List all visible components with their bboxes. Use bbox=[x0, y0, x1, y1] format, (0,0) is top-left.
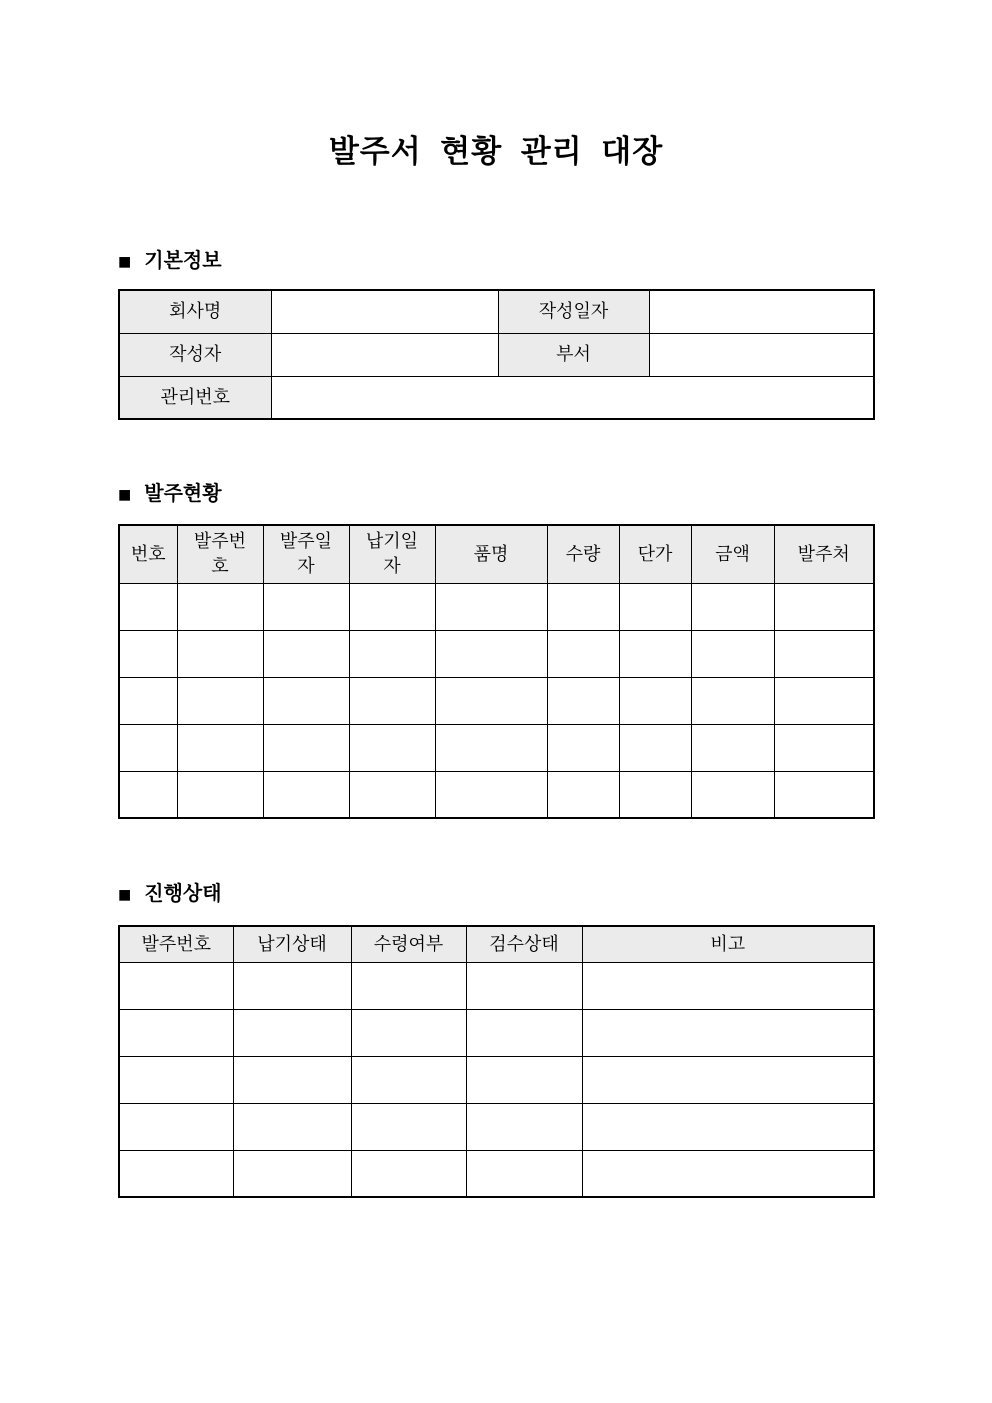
empty-data-cell bbox=[119, 677, 177, 724]
empty-data-cell bbox=[435, 677, 547, 724]
column-header-delivery-status: 납기상태 bbox=[233, 926, 351, 962]
section-heading-progress-status bbox=[118, 883, 222, 905]
empty-data-row bbox=[119, 677, 874, 724]
progress-status-table bbox=[118, 925, 875, 1198]
empty-data-cell bbox=[263, 724, 349, 771]
empty-data-cell bbox=[349, 630, 435, 677]
empty-data-row bbox=[119, 1103, 874, 1150]
document-title: 발주서 현황 관리 대장 bbox=[328, 134, 664, 169]
empty-data-cell bbox=[466, 1056, 582, 1103]
empty-data-cell bbox=[351, 1009, 466, 1056]
empty-data-cell bbox=[691, 630, 774, 677]
empty-data-cell bbox=[351, 1103, 466, 1150]
empty-data-cell bbox=[177, 771, 263, 818]
square-bullet-icon: ■ bbox=[118, 249, 132, 274]
section-heading-order-status bbox=[118, 483, 222, 505]
empty-data-cell bbox=[774, 583, 874, 630]
column-header-item-name: 품명 bbox=[435, 525, 547, 583]
empty-data-row bbox=[119, 1009, 874, 1056]
empty-data-cell bbox=[119, 724, 177, 771]
empty-data-cell bbox=[351, 1056, 466, 1103]
empty-data-cell bbox=[349, 724, 435, 771]
empty-data-cell bbox=[263, 677, 349, 724]
empty-data-cell bbox=[263, 771, 349, 818]
empty-data-cell bbox=[119, 630, 177, 677]
basic-info-table bbox=[118, 289, 875, 420]
section-title-progress-status: 진행상태 bbox=[144, 883, 222, 905]
empty-data-cell bbox=[349, 583, 435, 630]
empty-data-cell bbox=[233, 1150, 351, 1197]
column-header-number: 번호 bbox=[119, 525, 177, 583]
section-heading-basic-info bbox=[118, 250, 222, 272]
empty-data-cell bbox=[619, 630, 691, 677]
empty-data-cell bbox=[619, 583, 691, 630]
square-bullet-icon: ■ bbox=[118, 882, 132, 907]
field-value-write-date bbox=[649, 290, 874, 333]
empty-data-cell bbox=[119, 583, 177, 630]
empty-data-cell bbox=[435, 583, 547, 630]
empty-data-cell bbox=[582, 1056, 874, 1103]
empty-data-cell bbox=[233, 1056, 351, 1103]
column-header-inspection-status: 검수상태 bbox=[466, 926, 582, 962]
empty-data-cell bbox=[349, 677, 435, 724]
empty-data-cell bbox=[774, 677, 874, 724]
field-value-company bbox=[271, 290, 498, 333]
empty-data-cell bbox=[177, 583, 263, 630]
empty-data-cell bbox=[466, 1150, 582, 1197]
empty-data-cell bbox=[435, 771, 547, 818]
empty-data-cell bbox=[233, 1103, 351, 1150]
empty-data-row bbox=[119, 724, 874, 771]
empty-data-row bbox=[119, 1056, 874, 1103]
empty-data-cell bbox=[119, 771, 177, 818]
empty-data-cell bbox=[177, 630, 263, 677]
empty-data-cell bbox=[582, 1009, 874, 1056]
square-bullet-icon: ■ bbox=[118, 482, 132, 507]
empty-data-cell bbox=[119, 1009, 233, 1056]
header-row bbox=[119, 525, 874, 583]
empty-data-cell bbox=[582, 1103, 874, 1150]
order-status-table bbox=[118, 524, 875, 819]
empty-data-cell bbox=[177, 677, 263, 724]
column-header-order-date: 발주일자 bbox=[263, 525, 349, 583]
empty-data-cell bbox=[466, 1009, 582, 1056]
empty-data-cell bbox=[466, 962, 582, 1009]
field-label-writer: 작성자 bbox=[119, 333, 271, 376]
empty-data-cell bbox=[547, 771, 619, 818]
column-header-order-number: 발주번호 bbox=[177, 525, 263, 583]
table-row bbox=[119, 376, 874, 419]
field-value-writer bbox=[271, 333, 498, 376]
empty-data-cell bbox=[119, 1150, 233, 1197]
column-header-receipt-status: 수령여부 bbox=[351, 926, 466, 962]
empty-data-cell bbox=[774, 771, 874, 818]
field-label-write-date: 작성일자 bbox=[498, 290, 649, 333]
empty-data-cell bbox=[351, 962, 466, 1009]
empty-data-cell bbox=[263, 583, 349, 630]
column-header-supplier: 발주처 bbox=[774, 525, 874, 583]
empty-data-cell bbox=[233, 962, 351, 1009]
table-row bbox=[119, 333, 874, 376]
empty-data-cell bbox=[619, 771, 691, 818]
empty-data-cell bbox=[547, 677, 619, 724]
empty-data-cell bbox=[435, 630, 547, 677]
empty-data-cell bbox=[691, 724, 774, 771]
empty-data-cell bbox=[619, 677, 691, 724]
empty-data-cell bbox=[774, 630, 874, 677]
table-row bbox=[119, 290, 874, 333]
header-row bbox=[119, 926, 874, 962]
empty-data-cell bbox=[619, 724, 691, 771]
column-header-quantity: 수량 bbox=[547, 525, 619, 583]
field-label-department: 부서 bbox=[498, 333, 649, 376]
empty-data-row bbox=[119, 771, 874, 818]
field-label-company: 회사명 bbox=[119, 290, 271, 333]
empty-data-cell bbox=[547, 630, 619, 677]
empty-data-cell bbox=[691, 583, 774, 630]
column-header-amount: 금액 bbox=[691, 525, 774, 583]
empty-data-cell bbox=[263, 630, 349, 677]
empty-data-cell bbox=[547, 583, 619, 630]
empty-data-row bbox=[119, 1150, 874, 1197]
column-header-order-number: 발주번호 bbox=[119, 926, 233, 962]
empty-data-cell bbox=[351, 1150, 466, 1197]
empty-data-cell bbox=[177, 724, 263, 771]
empty-data-cell bbox=[547, 724, 619, 771]
empty-data-cell bbox=[582, 1150, 874, 1197]
empty-data-row bbox=[119, 962, 874, 1009]
empty-data-cell bbox=[582, 962, 874, 1009]
column-header-due-date: 납기일자 bbox=[349, 525, 435, 583]
empty-data-cell bbox=[119, 962, 233, 1009]
field-label-mgmt-number: 관리번호 bbox=[119, 376, 271, 419]
empty-data-cell bbox=[435, 724, 547, 771]
section-title-order-status: 발주현황 bbox=[144, 483, 222, 505]
empty-data-cell bbox=[119, 1103, 233, 1150]
empty-data-cell bbox=[691, 677, 774, 724]
empty-data-cell bbox=[349, 771, 435, 818]
empty-data-row bbox=[119, 630, 874, 677]
empty-data-cell bbox=[233, 1009, 351, 1056]
field-value-department bbox=[649, 333, 874, 376]
column-header-remarks: 비고 bbox=[582, 926, 874, 962]
column-header-unit-price: 단가 bbox=[619, 525, 691, 583]
empty-data-row bbox=[119, 583, 874, 630]
section-title-basic-info: 기본정보 bbox=[144, 250, 222, 272]
empty-data-cell bbox=[119, 1056, 233, 1103]
empty-data-cell bbox=[691, 771, 774, 818]
empty-data-cell bbox=[774, 724, 874, 771]
empty-data-cell bbox=[466, 1103, 582, 1150]
field-value-mgmt-number bbox=[271, 376, 874, 419]
